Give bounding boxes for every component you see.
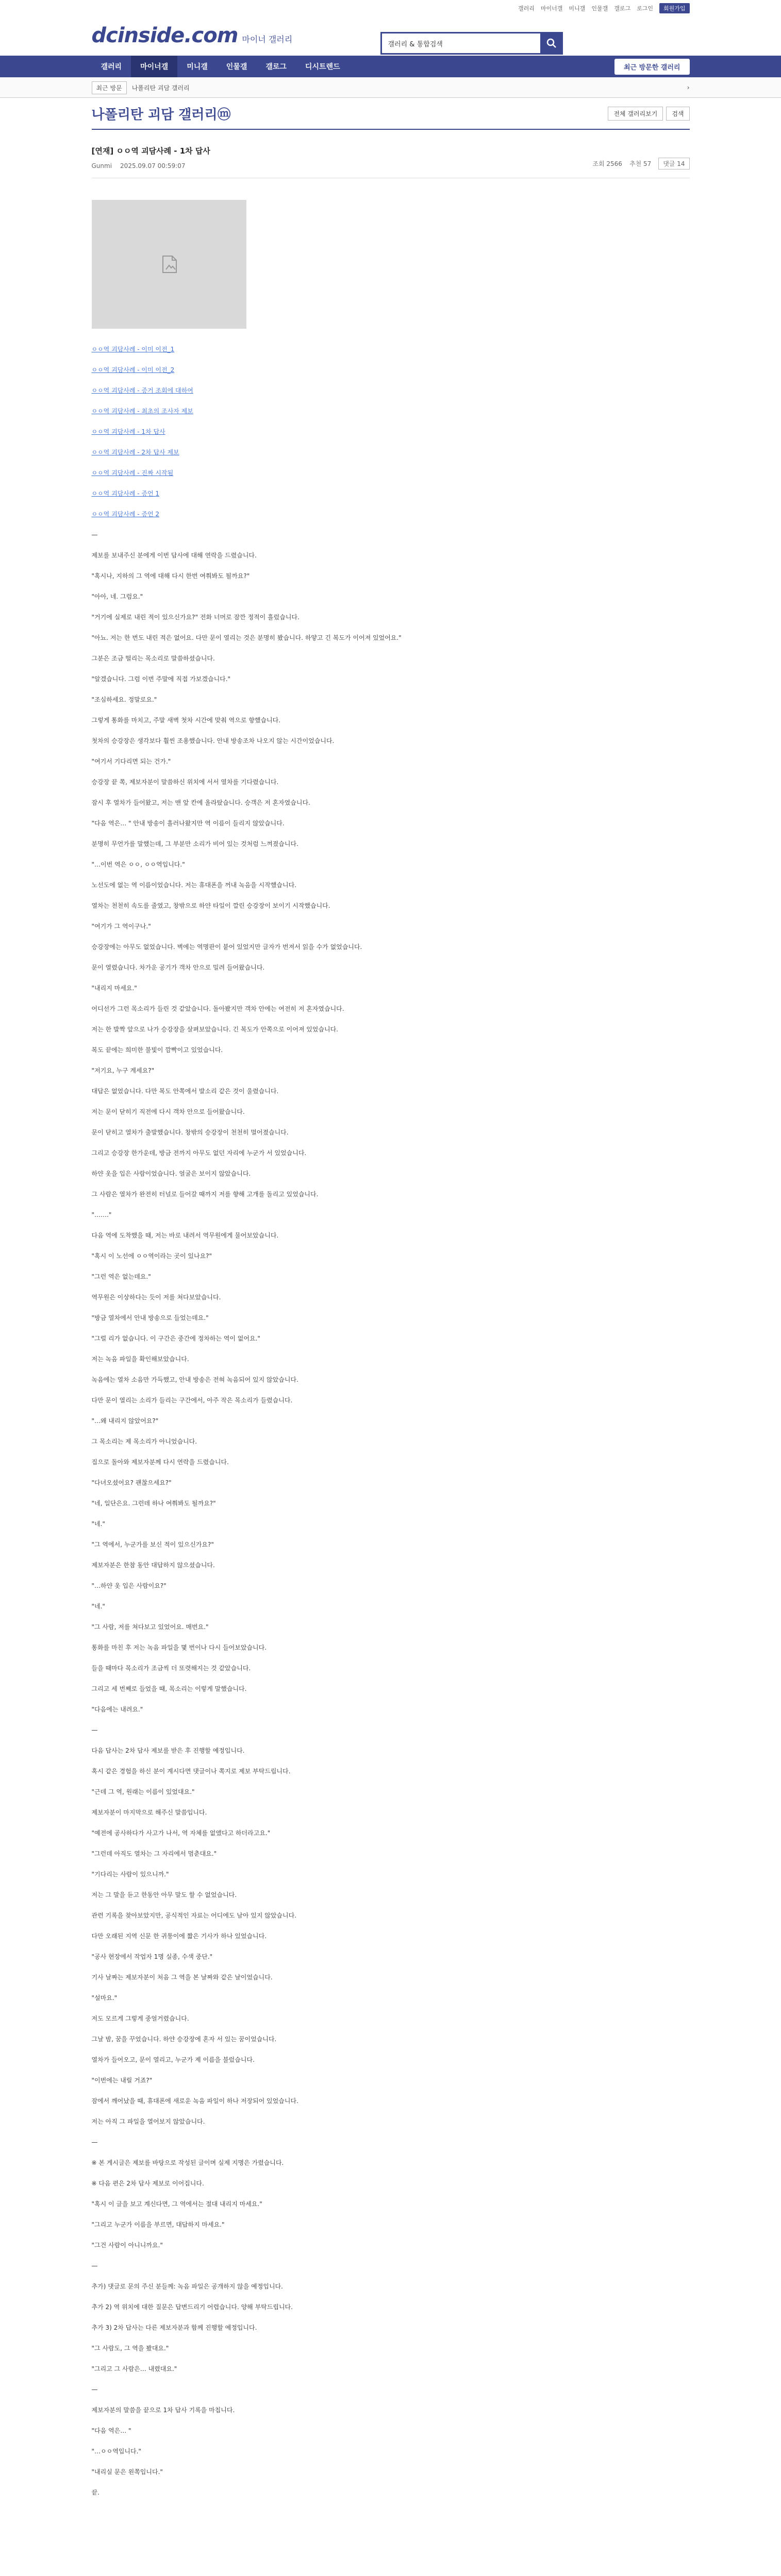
- content-paragraph: 녹음에는 열차 소음만 가득했고, 안내 방송은 전혀 녹음되어 있지 않았습니다.: [91, 1376, 298, 1383]
- nav-item-trend[interactable]: 디시트렌드: [305, 63, 340, 71]
- post-stats: [592, 158, 689, 170]
- logo-subtitle: 마이너 갤러리: [242, 35, 293, 44]
- content-paragraph: 그리고 세 번째로 들었을 때, 목소리는 이렇게 말했습니다.: [91, 1685, 247, 1692]
- content-paragraph: "다녀오셨어요? 괜찮으세요?": [91, 1479, 172, 1486]
- content-paragraph: 제보를 보내주신 분에게 이번 답사에 대해 연락을 드렸습니다.: [91, 552, 257, 559]
- content-paragraph: 문이 열렸습니다. 차가운 공기가 객차 안으로 밀려 들어왔습니다.: [91, 964, 265, 971]
- nav-item-gallery[interactable]: 갤러리: [101, 63, 122, 71]
- gallery-title-bar: [92, 98, 690, 130]
- main-nav: [0, 56, 781, 77]
- content-paragraph: —: [91, 1726, 98, 1734]
- content-paragraph: 저도 모르게 그렇게 중얼거렸습니다.: [91, 2015, 189, 2022]
- utility-bar: [0, 0, 781, 12]
- content-paragraph: "혹시나, 지하의 그 역에 대해 다시 한번 여쭤봐도 될까요?": [91, 572, 250, 580]
- content-paragraph: 혹시 같은 경험을 하신 분이 계시다면 댓글이나 쪽지로 제보 부탁드립니다.: [91, 1768, 291, 1775]
- content-paragraph: "여기서 기다리면 되는 건가.": [91, 758, 171, 765]
- content-paragraph: 추가 2) 역 위치에 대한 질문은 답변드리기 어렵습니다. 양해 부탁드립니다.: [91, 2303, 293, 2311]
- content-paragraph: 다음 역에 도착했을 때, 저는 바로 내려서 역무원에게 물어보았습니다.: [91, 1232, 279, 1239]
- all-gallery-button[interactable]: 전체 갤러리보기: [608, 107, 663, 121]
- content-paragraph: ※ 다음 편은 2차 답사 제보로 이어집니다.: [91, 2180, 204, 2187]
- series-link[interactable]: ㅇㅇ역 괴담사례 - 이미 이전_2: [91, 366, 175, 374]
- utility-links: [518, 3, 689, 13]
- content-paragraph: "혹시 이 글을 보고 계신다면, 그 역에서는 절대 내리지 마세요.": [91, 2200, 262, 2208]
- gallery-title[interactable]: 나폴리탄 괴담 갤러리ⓜ: [91, 107, 231, 123]
- series-link[interactable]: ㅇㅇ역 괴담사례 - 2차 답사 제보: [91, 449, 179, 456]
- content-paragraph: 다만 오래된 지역 신문 한 귀퉁이에 짧은 기사가 하나 있었습니다.: [91, 1933, 267, 1940]
- content-paragraph: —: [91, 2262, 98, 2269]
- content-paragraph: "…왜 내리지 않았어요?": [91, 1417, 159, 1425]
- content-paragraph: "알겠습니다. 그럼 이번 주말에 직접 가보겠습니다.": [91, 675, 231, 683]
- content-paragraph: "여기가 그 역이구나.": [91, 923, 151, 930]
- content-paragraph: "…하얀 옷 입은 사람이요?": [91, 1582, 167, 1589]
- series-link[interactable]: ㅇㅇ역 괴담사례 - 증언 2: [91, 511, 160, 518]
- content-paragraph: "이번에는 내릴 거죠?": [91, 2077, 153, 2084]
- content-paragraph: 열차는 천천히 속도를 줄였고, 창밖으로 하얀 타일이 깔린 승강장이 보이기 시작했습니다.: [91, 902, 330, 909]
- content-paragraph: "내리지 마세요.": [91, 985, 137, 992]
- post-views: 조회 2566: [592, 160, 622, 167]
- content-paragraph: 그렇게 통화를 마치고, 주말 새벽 첫차 시간에 맞춰 역으로 향했습니다.: [91, 717, 281, 724]
- nav-item-person-gallery[interactable]: 인물갤: [226, 63, 247, 71]
- content-paragraph: 제보자분이 마지막으로 해주신 말씀입니다.: [91, 1809, 207, 1816]
- content-paragraph: 그 사람은 열차가 완전히 터널로 들어갈 때까지 저를 향해 고개를 돌리고 있었습니다.: [91, 1191, 319, 1198]
- content-paragraph: "네.": [91, 1603, 105, 1610]
- content-paragraph: 제보자분의 말씀을 끝으로 1차 답사 기록을 마칩니다.: [91, 2406, 235, 2414]
- broken-image-icon: [159, 254, 179, 275]
- content-paragraph: 복도 끝에는 희미한 불빛이 깜빡이고 있었습니다.: [91, 1046, 223, 1054]
- content-paragraph: 그날 밤, 꿈을 꾸었습니다. 하얀 승강장에 혼자 서 있는 꿈이었습니다.: [91, 2036, 277, 2043]
- post-content: [92, 524, 690, 2503]
- content-paragraph: "공사 현장에서 작업자 1명 실종, 수색 중단.": [91, 1953, 213, 1960]
- content-paragraph: "그 사람, 저를 쳐다보고 있었어요. 매번요.": [91, 1623, 209, 1631]
- logo-brand: dcinside.com: [91, 24, 238, 47]
- search-icon: [546, 38, 557, 48]
- content-paragraph: "그건 사람이 아니니까요.": [91, 2242, 163, 2249]
- recent-visit-bar: [0, 77, 781, 98]
- content-paragraph: "기다리는 사람이 있으니까.": [91, 1871, 169, 1878]
- content-paragraph: —: [91, 2139, 98, 2146]
- content-paragraph: 그 목소리는 제 목소리가 아니었습니다.: [91, 1438, 197, 1445]
- recent-visit-button[interactable]: 최근 방문한 갤러리: [614, 59, 690, 75]
- content-paragraph: "다음 역은… ": [91, 2427, 131, 2434]
- content-paragraph: "그 사람도, 그 역을 봤대요.": [91, 2345, 169, 2352]
- content-paragraph: "저기요, 누구 계세요?": [91, 1067, 155, 1074]
- content-paragraph: "그럴 리가 없습니다. 이 구간은 중간에 정차하는 역이 없어요.": [91, 1335, 260, 1342]
- content-paragraph: "그리고 그 사람은… 내렸대요.": [91, 2365, 177, 2372]
- content-paragraph: 대답은 없었습니다. 다만 복도 안쪽에서 발소리 같은 것이 울렸습니다.: [91, 1088, 279, 1095]
- content-paragraph: "조심하세요. 정말로요.": [91, 696, 157, 703]
- content-paragraph: 분명히 무언가를 말했는데, 그 부분만 소리가 비어 있는 것처럼 느껴졌습니다.: [91, 840, 298, 848]
- series-link[interactable]: ㅇㅇ역 괴담사례 - 진짜 시작됨: [91, 469, 174, 477]
- post-recommend: 추천 57: [629, 160, 652, 167]
- recent-visit-tag[interactable]: 최근 방문: [92, 81, 127, 94]
- content-paragraph: "그런 역은 없는데요.": [91, 1273, 151, 1280]
- post-image[interactable]: [92, 200, 246, 329]
- content-paragraph: 기사 날짜는 제보자분이 처음 그 역을 본 날짜와 같은 날이었습니다.: [91, 1974, 273, 1981]
- content-paragraph: 열차가 들어오고, 문이 열리고, 누군가 제 이름을 불렀습니다.: [91, 2056, 255, 2063]
- search-input[interactable]: [380, 32, 540, 55]
- content-paragraph: 통화를 마친 후 저는 녹음 파일을 몇 번이나 다시 들어보았습니다.: [91, 1644, 267, 1651]
- content-paragraph: "아뇨. 저는 한 번도 내린 적은 없어요. 다만 문이 열리는 것은 분명히 봤습니다. 하얗고 긴 복도가 이어져 있었어요.": [91, 634, 402, 641]
- series-link[interactable]: ㅇㅇ역 괴담사례 - 1차 답사: [91, 428, 165, 435]
- content-paragraph: 저는 문이 닫히기 직전에 다시 객차 안으로 들어왔습니다.: [91, 1108, 245, 1115]
- recent-gallery-link[interactable]: 나폴리탄 괴담 갤러리: [131, 84, 190, 92]
- series-link[interactable]: ㅇㅇ역 괴담사례 - 증언 1: [91, 490, 160, 497]
- content-paragraph: 저는 아직 그 파일을 열어보지 않았습니다.: [91, 2118, 205, 2125]
- signup-button[interactable]: 회원가입: [659, 3, 690, 13]
- nav-item-minor-gallery[interactable]: 마이너갤: [131, 56, 177, 77]
- content-paragraph: "그런데 아직도 열차는 그 자리에서 멈춘대요.": [91, 1850, 217, 1857]
- content-paragraph: "다음 역은… " 안내 방송이 흘러나왔지만 역 이름이 들리지 않았습니다.: [91, 820, 285, 827]
- content-paragraph: 역무원은 이상하다는 듯이 저를 쳐다보았습니다.: [91, 1294, 221, 1301]
- content-paragraph: 어디선가 그런 목소리가 들린 것 같았습니다. 돌아봤지만 객차 안에는 여전히 저 혼자였습니다.: [91, 1005, 344, 1012]
- content-paragraph: 끝.: [91, 2489, 99, 2496]
- util-link-login[interactable]: 로그인: [637, 5, 653, 12]
- content-paragraph: "…ㅇㅇ역입니다.": [91, 2448, 141, 2455]
- series-link-list: [92, 339, 690, 524]
- content-paragraph: "다음에는 내려요.": [91, 1706, 143, 1713]
- nav-item-gallog[interactable]: 갤로그: [265, 63, 287, 71]
- content-paragraph: —: [91, 531, 98, 538]
- series-link[interactable]: ㅇㅇ역 괴담사례 - 최초의 조사자 제보: [91, 408, 193, 415]
- content-paragraph: 들을 때마다 목소리가 조금씩 더 또렷해지는 것 같았습니다.: [91, 1665, 251, 1672]
- util-link-gallog[interactable]: 갤로그: [614, 5, 631, 12]
- util-link-person[interactable]: 인물갤: [591, 5, 608, 12]
- content-paragraph: 저는 녹음 파일을 확인해보았습니다.: [91, 1355, 189, 1363]
- content-paragraph: 저는 한 발짝 앞으로 나가 승강장을 살펴보았습니다. 긴 복도가 안쪽으로 이어져 있었습니다.: [91, 1026, 338, 1033]
- comment-count-button[interactable]: 댓글 14: [658, 158, 689, 170]
- content-paragraph: 하얀 옷을 입은 사람이었습니다. 얼굴은 보이지 않았습니다.: [91, 1170, 251, 1177]
- content-paragraph: 그리고 승강장 한가운데, 방금 전까지 아무도 없던 자리에 누군가 서 있었습니다.: [91, 1149, 307, 1157]
- content-paragraph: "…이번 역은 ㅇㅇ, ㅇㅇ역입니다.": [91, 861, 185, 868]
- content-paragraph: —: [91, 2386, 98, 2393]
- content-paragraph: "설마요.": [91, 1994, 118, 2002]
- post-title: [연재] ㅇㅇ역 괴담사례 - 1차 답사: [91, 146, 210, 156]
- site-header: [0, 12, 781, 56]
- util-link-mini[interactable]: 미니갤: [569, 5, 586, 12]
- content-paragraph: "예전에 공사하다가 사고가 나서, 역 자체를 없앴다고 하더라고요.": [91, 1829, 271, 1837]
- post-date: 2025.09.07 00:59:07: [120, 162, 186, 170]
- content-paragraph: 추가) 댓글로 문의 주신 분들께: 녹음 파일은 공개하지 않을 예정입니다.: [91, 2283, 283, 2290]
- content-paragraph: 잠시 후 열차가 들어왔고, 저는 맨 앞 칸에 올라탔습니다. 승객은 저 혼자였습니다.: [91, 799, 310, 806]
- chevron-right-icon[interactable]: ›: [687, 84, 690, 91]
- content-paragraph: "…….": [91, 1211, 112, 1218]
- post-body: [92, 178, 690, 2503]
- content-paragraph: "그 역에서, 누군가를 보신 적이 있으신가요?": [91, 1541, 214, 1548]
- series-link[interactable]: ㅇㅇ역 괴담사례 - 이미 이전_1: [91, 346, 175, 353]
- content-paragraph: "아아, 네. 그럼요.": [91, 593, 143, 600]
- post-header: [92, 130, 690, 178]
- content-paragraph: 제보자분은 한참 동안 대답하지 않으셨습니다.: [91, 1562, 215, 1569]
- post-author[interactable]: Gunmi: [91, 162, 112, 170]
- site-logo[interactable]: [92, 24, 293, 47]
- content-paragraph: "내리실 문은 왼쪽입니다.": [91, 2468, 163, 2476]
- content-paragraph: "그리고 누군가 이름을 부르면, 대답하지 마세요.": [91, 2221, 225, 2228]
- content-paragraph: 잠에서 깨어났을 때, 휴대폰에 새로운 녹음 파일이 하나 저장되어 있었습니다.: [91, 2097, 298, 2105]
- util-link-minor[interactable]: 마이너갤: [540, 5, 563, 12]
- content-paragraph: 노선도에 없는 역 이름이었습니다. 저는 휴대폰을 꺼내 녹음을 시작했습니다.: [91, 882, 296, 889]
- content-paragraph: 문이 닫히고 열차가 출발했습니다. 창밖의 승강장이 천천히 멀어졌습니다.: [91, 1129, 289, 1136]
- content-paragraph: 저는 그 말을 듣고 한동안 아무 말도 할 수 없었습니다.: [91, 1891, 237, 1899]
- content-paragraph: 관련 기록을 찾아보았지만, 공식적인 자료는 어디에도 남아 있지 않았습니다.: [91, 1912, 296, 1919]
- content-paragraph: 승강장에는 아무도 없었습니다. 벽에는 역명판이 붙어 있었지만 글자가 번져서 읽을 수가 없었습니다.: [91, 943, 362, 951]
- content-paragraph: 집으로 돌아와 제보자분께 다시 연락을 드렸습니다.: [91, 1459, 229, 1466]
- gallery-search-button[interactable]: 검색: [666, 107, 689, 121]
- series-link[interactable]: ㅇㅇ역 괴담사례 - 증거 조회에 대하여: [91, 387, 193, 394]
- content-paragraph: "근데 그 역, 원래는 이름이 있었대요.": [91, 1788, 195, 1795]
- util-link-gallery[interactable]: 갤러리: [518, 5, 535, 12]
- search-bar: [380, 32, 563, 55]
- content-paragraph: 다음 답사는 2차 답사 제보를 받은 후 진행할 예정입니다.: [91, 1747, 245, 1754]
- content-paragraph: 첫차의 승강장은 생각보다 훨씬 조용했습니다. 안내 방송조차 나오지 않는 시간이었습니다.: [91, 737, 335, 744]
- content-paragraph: 다만 문이 열리는 소리가 들리는 구간에서, 아주 작은 목소리가 들렸습니다.: [91, 1397, 293, 1404]
- content-paragraph: 추가 3) 2차 답사는 다른 제보자분과 함께 진행할 예정입니다.: [91, 2324, 257, 2331]
- content-paragraph: "거기에 실제로 내린 적이 있으신가요?" 전화 너머로 잠깐 정적이 흘렀습니다.: [91, 614, 300, 621]
- content-paragraph: "네, 일단은요. 그런데 하나 여쭤봐도 될까요?": [91, 1500, 216, 1507]
- content-paragraph: ※ 본 게시글은 제보를 바탕으로 작성된 글이며 실제 지명은 가렸습니다.: [91, 2159, 284, 2166]
- content-paragraph: "네.": [91, 1520, 105, 1528]
- search-button[interactable]: [540, 32, 563, 55]
- gallery-controls: [608, 107, 689, 121]
- content-paragraph: "방금 열차에서 안내 방송으로 들었는데요.": [91, 1314, 209, 1321]
- nav-item-mini-gallery[interactable]: 미니갤: [187, 63, 208, 71]
- content-paragraph: 그분은 조금 떨리는 목소리로 말씀하셨습니다.: [91, 655, 215, 662]
- content-paragraph: "혹시 이 노선에 ㅇㅇ역이라는 곳이 있나요?": [91, 1252, 212, 1260]
- content-paragraph: 승강장 끝 쪽, 제보자분이 말씀하신 위치에 서서 열차를 기다렸습니다.: [91, 778, 279, 786]
